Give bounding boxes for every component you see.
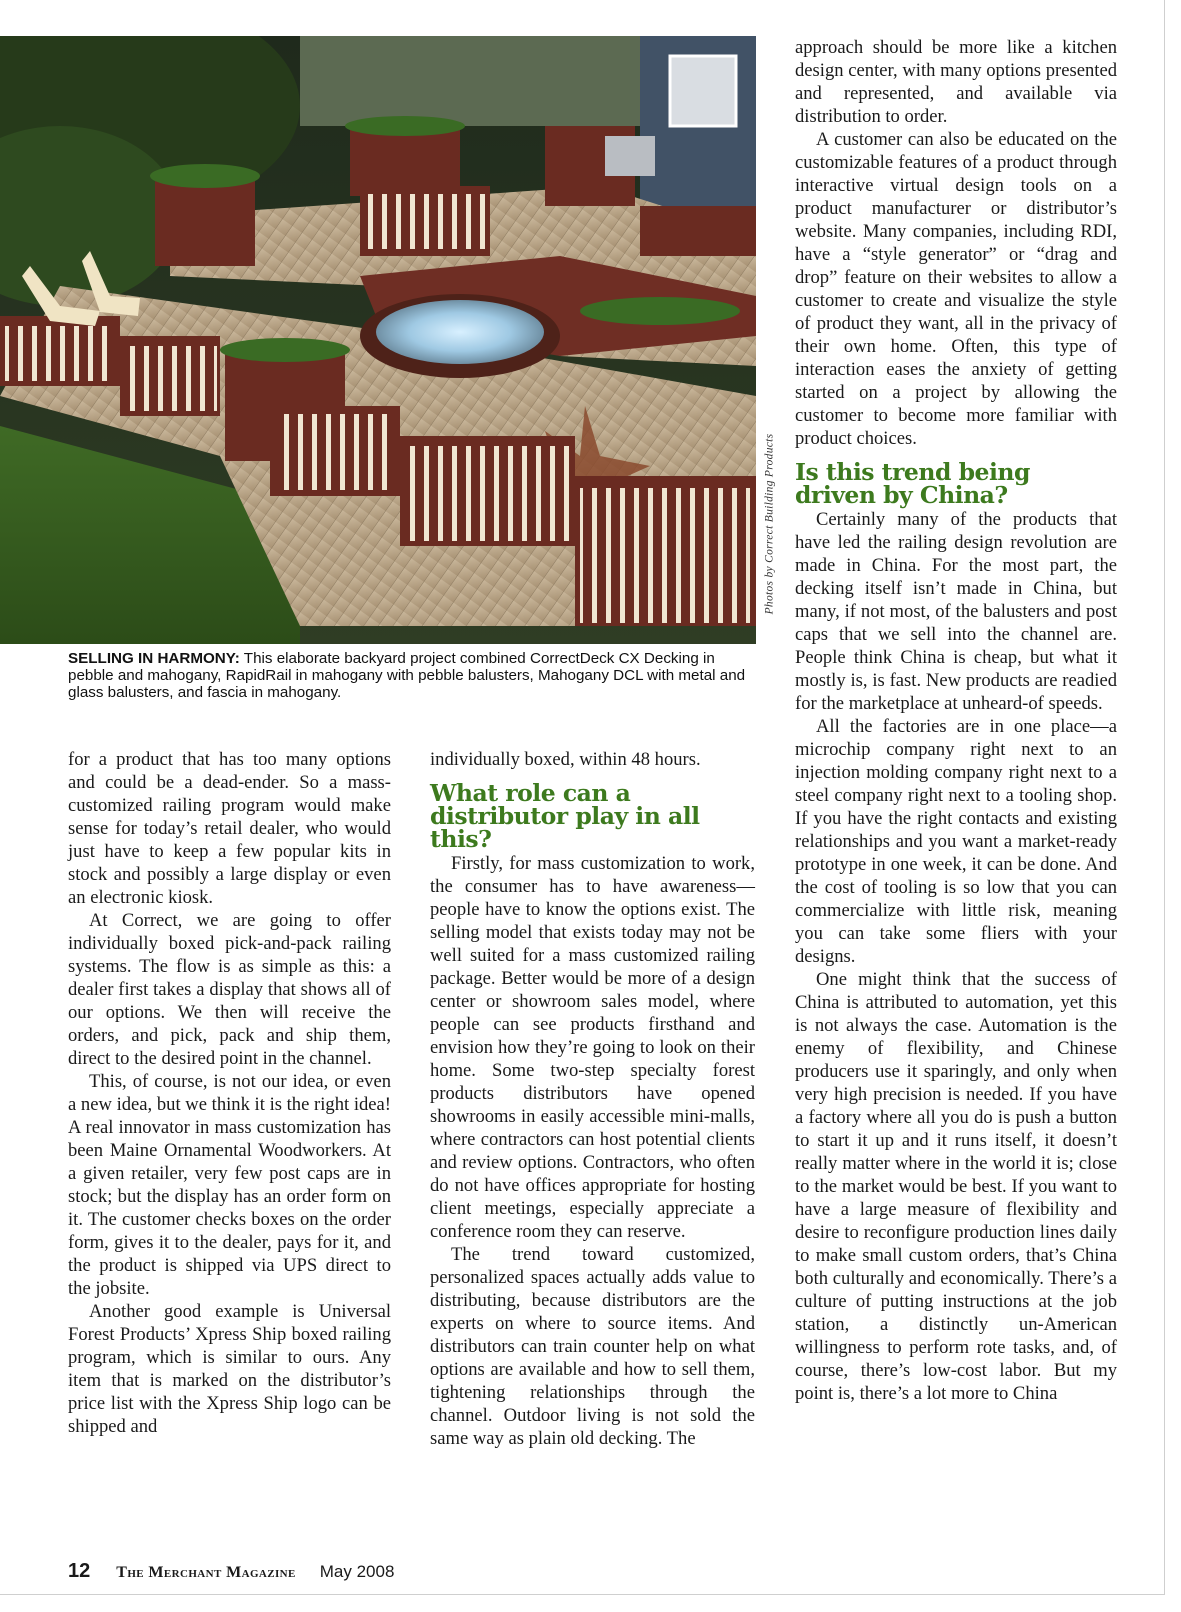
paragraph: Certainly many of the products that have led the railing design revolution are made in China. For the most part, the decking itself isn’t made in China, but many, if not most, of the balusters and post caps that we sell into the channel are. People think China is cheap, but what it mostly is, is fast. New products are readied for the marketplace at unheard-of speeds. (795, 509, 1117, 714)
photo-caption (68, 650, 758, 701)
deck-photo (0, 36, 756, 644)
article-column-3 (795, 36, 1117, 1405)
page-footer (68, 1560, 394, 1586)
paragraph: for a product that has too many options and could be a dead-ender. So a mass-customized railing program would make sense for today’s retail dealer, who would just have to keep a few popular kits in stock and possibly a large display or even an electronic kiosk. (68, 749, 391, 908)
paragraph: approach should be more like a kitchen design center, with many options presented and represented, and available via distribution to order. (795, 37, 1117, 127)
issue-date: May 2008 (319, 1562, 395, 1581)
subheading-china-trend: Is this trend being driven by China? (795, 458, 1030, 509)
caption-text: This elaborate backyard project combined CorrectDeck CX Decking in pebble and mahogany, RapidRail in mahogany with pebble balusters, Mahogany DCL with metal and glass balusters, and fascia in mahogany. (68, 650, 746, 701)
deck-illustration (0, 36, 756, 644)
subheading-distributor-role: What role can a distributor play in all this? (430, 779, 700, 853)
article-column-2 (430, 748, 755, 1450)
photo-credit-text: Photos by Correct Building Products (763, 433, 776, 615)
magazine-name: The Merchant Magazine (116, 1564, 296, 1581)
paragraph: One might think that the success of China is attributed to automation, yet this is not always the case. Automation is the enemy of flexibility, and Chinese producers use it sparingly, and only when very high precision is needed. If you have a factory where all you do is push a button to start it up and it runs itself, it doesn’t really matter where in the world it is; close to the market would be best. If you want to have a large measure of flexibility and desire to reconfigure production lines daily to make small custom orders, that’s China both culturally and economically. There’s a culture of putting instructions at the job station, a distinctly un-American willingness to perform rote tasks, and, of course, there’s low-cost labor. But my point is, there’s a lot more to China (795, 969, 1117, 1404)
photo-credit (756, 404, 782, 644)
paragraph: individually boxed, within 48 hours. (430, 749, 701, 770)
article-column-1 (68, 748, 391, 1438)
caption-lead: SELLING IN HARMONY: (68, 650, 240, 667)
paragraph: All the factories are in one place—a microchip company right next to an injection molding company right next to a steel company right next to a tooling shop. If you have the right contacts and existing relationships and you want a market-ready prototype in one week, it can be done. And the cost of tooling is so low that you can commercialize with little risk, meaning you can take some fliers with your designs. (795, 716, 1117, 967)
paragraph: This, of course, is not our idea, or even a new idea, but we think it is the right idea! A real innovator in mass customization has been Maine Ornamental Woodworkers. At a given retailer, very few post caps are in stock; but the display has an order form on it. The customer checks boxes on the order form, gives it to the dealer, pays for it, and the product is shipped via UPS direct to the jobsite. (68, 1071, 391, 1299)
paragraph: The trend toward customized, personalized spaces actually adds value to distributing, because distributors are the experts on where to source items. And distributors can train counter help on what options are available and how to sell them, tightening relationships through the channel. Outdoor living is not sold the same way as plain old decking. The (430, 1244, 755, 1449)
paragraph: Firstly, for mass customization to work, the consumer has to have awareness—people have to know the options exist. The selling model that exists today may not be well suited for a mass customized railing package. Better would be more of a design center or showroom sales model, where people can see products firsthand and envision how they’re going to look on their home. Some two-step specialty forest products distributors have opened showrooms in easily accessible mini-malls, where contractors can host potential clients and review options. Contractors, who often do not have offices appropriate for hosting client meetings, especially appreciate a conference room they can reserve. (430, 853, 755, 1242)
paragraph: Another good example is Universal Forest Products’ Xpress Ship boxed railing program, which is similar to ours. Any item that is marked on the distributor’s price list with the Xpress Ship logo can be shipped and (68, 1301, 391, 1437)
paragraph: At Correct, we are going to offer individually boxed pick-and-pack railing systems. The flow is as simple as this: a dealer first takes a display that shows all of our options. We then will receive the orders, and pick, pack and ship them, direct to the desired point in the channel. (68, 910, 391, 1069)
page-number: 12 (68, 1560, 91, 1582)
paragraph: A customer can also be educated on the customizable features of a product through interactive virtual design tools on a product manufacturer or distributor’s website. Many companies, including RDI, have a “style generator” or “drag and drop” feature on their websites to allow a customer to create and visualize the style of product they want, all in the privacy of their own home. Often, this type of interaction eases the anxiety of getting started on a project by allowing the customer to become more familiar with product choices. (795, 129, 1117, 449)
